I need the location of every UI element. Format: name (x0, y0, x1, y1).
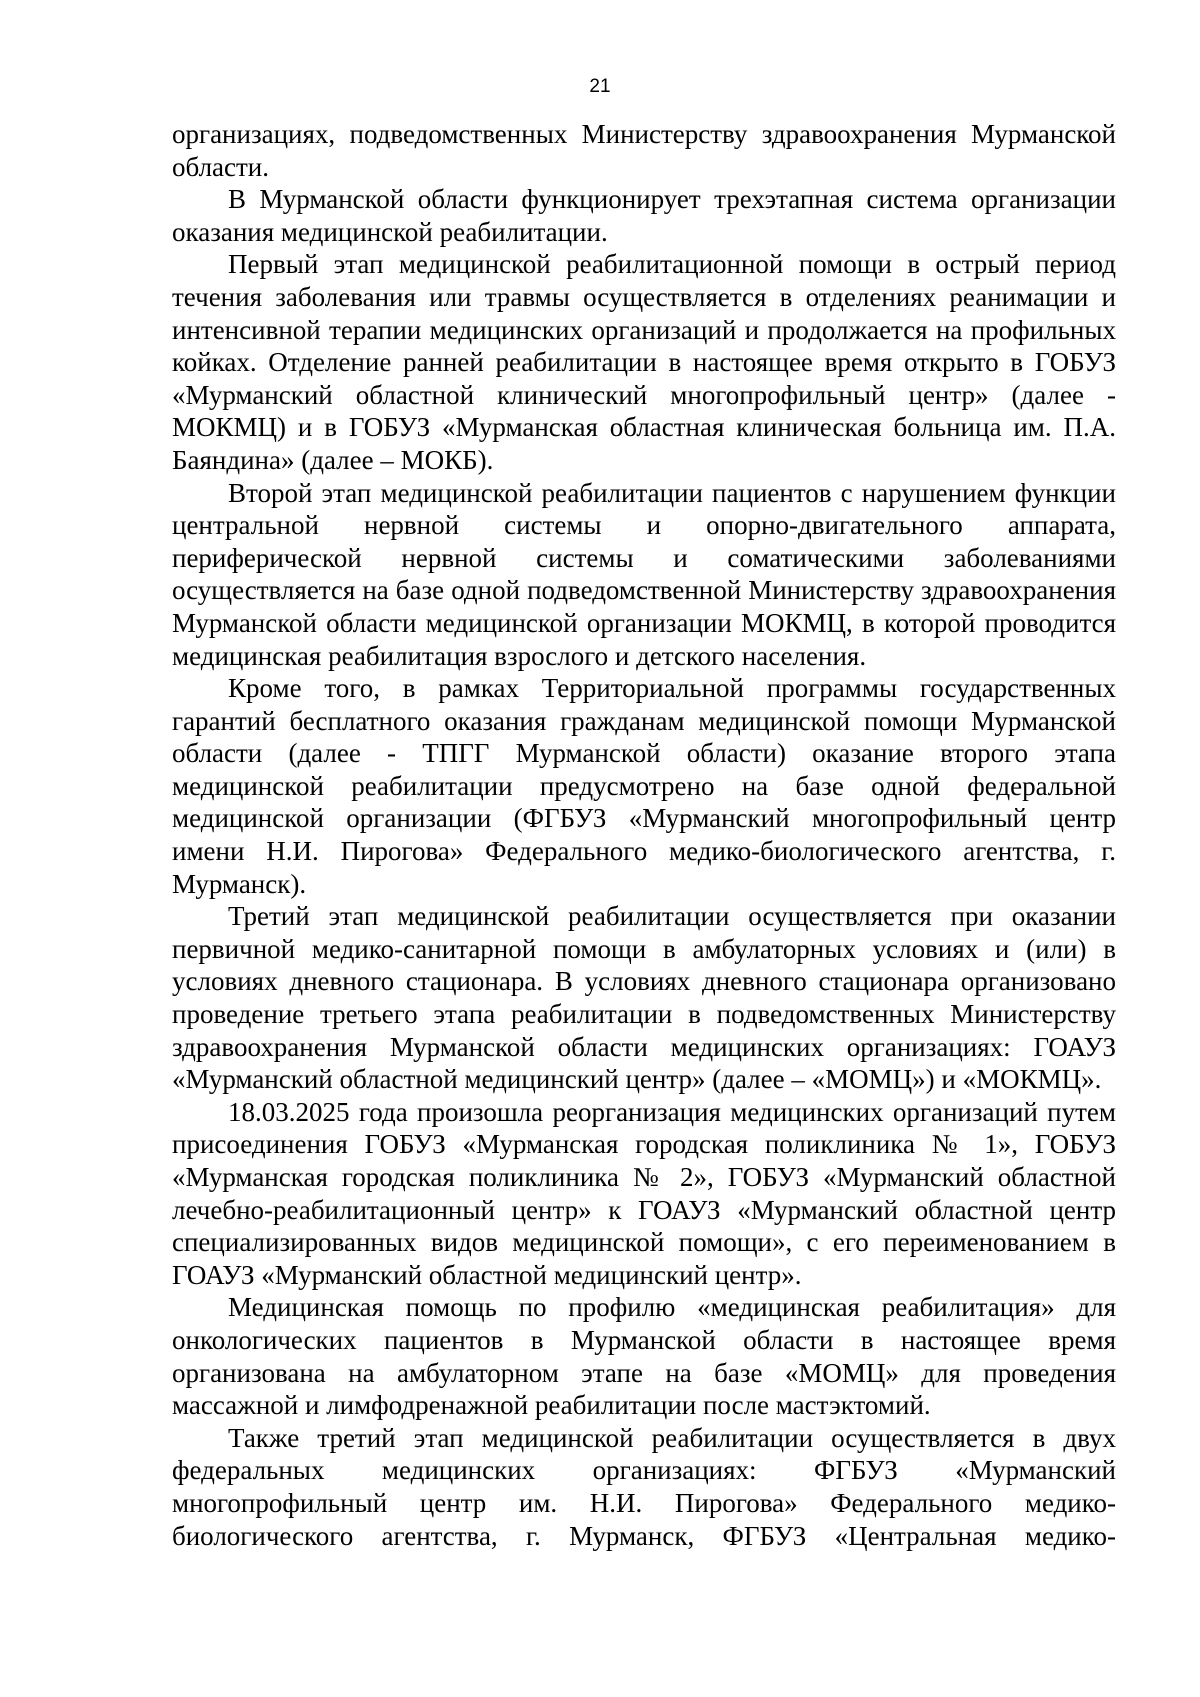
paragraph-continuation: организациях, подведомственных Министерству здравоохранения Мурманской области. (172, 119, 1116, 182)
paragraph-oncology: Медицинская помощь по профилю «медицинская реабилитация» для онкологических пациентов в Мурманской области в настоящее время организована на амбулаторном этапе на базе «МОМЦ» для проведения массажной и лимфодренажной реабилитации после мастэктомий. (172, 1292, 1116, 1421)
paragraph-reorganization: 18.03.2025 года произошла реорганизация медицинских организаций путем присоединения ГОБУЗ «Мурманская городская поликлиника № 1», ГОБУЗ «Мурманская городская поликлиника № 2», ГОБУЗ «Мурманский областной лечебно-реабилитационный центр» к ГОАУЗ «Мурманский областной центр специализированных видов медицинской помощи», с его переименованием в ГОАУЗ «Мурманский областной медицинский центр». (172, 1096, 1116, 1290)
paragraph-rehab-system: В Мурманской области функционирует трехэтапная система организации оказания медицинской реабилитации. (172, 184, 1116, 247)
document-body (172, 118, 1116, 1552)
page-number: 21 (589, 76, 611, 97)
paragraph-tpgg: Кроме того, в рамках Территориальной программы государственных гарантий бесплатного оказания гражданам медицинской помощи Мурманской области (далее - ТПГГ Мурманской области) оказание второго этапа медицинской реабилитации предусмотрено на базе одной федеральной медицинской организации (ФГБУЗ «Мурманский многопрофильный центр имени Н.И. Пирогова» Федерального медико-биологического агентства, г. Мурманск). (172, 673, 1116, 899)
paragraph-first-stage: Первый этап медицинской реабилитационной помощи в острый период течения заболевания или травмы осуществляется в отделениях реанимации и интенсивной терапии медицинских организаций и продолжается на профильных койках. Отделение ранней реабилитации в настоящее время открыто в ГОБУЗ «Мурманский областной клинический многопрофильный центр» (далее - МОКМЦ) и в ГОБУЗ «Мурманская областная клиническая больница им. П.А. Баяндина» (далее – МОКБ). (172, 249, 1116, 475)
paragraph-federal-orgs: Также третий этап медицинской реабилитации осуществляется в двух федеральных медицинских организациях: ФГБУЗ «Мурманский многопрофильный центр им. Н.И. Пирогова» Федерального медико-биологического агентства, г. Мурманск, ФГБУЗ «Центральная медико- (172, 1422, 1116, 1551)
paragraph-third-stage: Третий этап медицинской реабилитации осуществляется при оказании первичной медико-санитарной помощи в амбулаторных условиях и (или) в условиях дневного стационара. В условиях дневного стационара организовано проведение третьего этапа реабилитации в подведомственных Министерству здравоохранения Мурманской области медицинских организациях: ГОАУЗ «Мурманский областной медицинский центр» (далее – «МОМЦ») и «МОКМЦ». (172, 901, 1116, 1095)
paragraph-second-stage: Второй этап медицинской реабилитации пациентов с нарушением функции центральной нервной системы и опорно-двигательного аппарата, периферической нервной системы и соматическими заболеваниями осуществляется на базе одной подведомственной Министерству здравоохранения Мурманской области медицинской организации МОКМЦ, в которой проводится медицинская реабилитация взрослого и детского населения. (172, 477, 1116, 671)
